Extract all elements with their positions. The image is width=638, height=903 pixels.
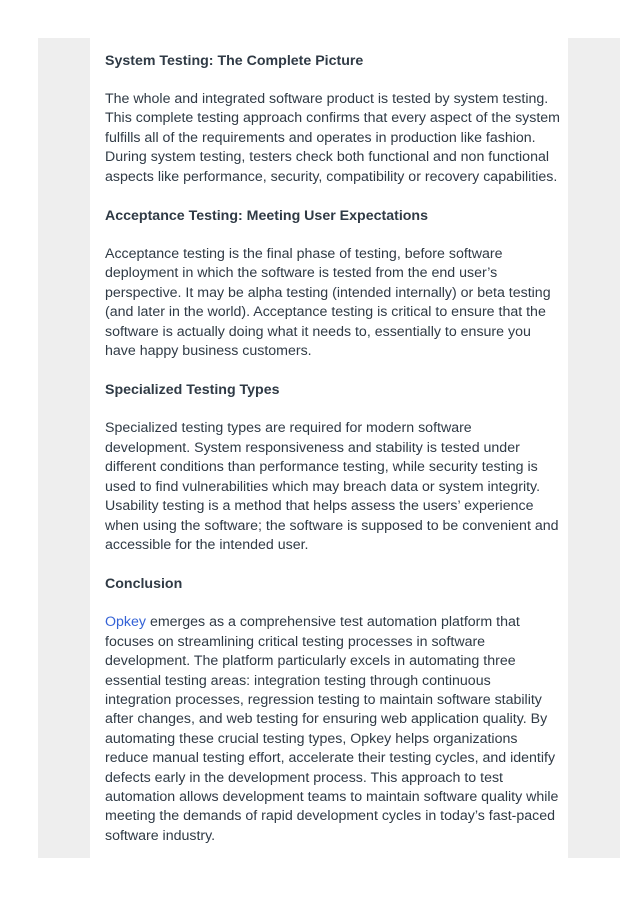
section-specialized-testing (105, 380, 560, 555)
section-paragraph: Specialized testing types are required for modern software development. System responsiveness and stability is tested under different conditions than performance testing, while security testing is used to find vulnerabilities which may breach data or system integrity. Usability testing is a method that helps assess the users’ experience when using the software; the software is supposed to be convenient and accessible for the intended user. (105, 420, 559, 553)
section-heading: System Testing: The Complete Picture (105, 53, 364, 69)
section-paragraph: Acceptance testing is the final phase of testing, before software deployment in which the software is tested from the end user’s perspective. It may be alpha testing (intended internally) or beta testing (and later in the world). Acceptance testing is critical to ensure that the software is actually doing what it needs to, essentially to ensure you have happy business customers. (105, 246, 551, 360)
left-margin-panel (38, 38, 90, 858)
section-heading: Specialized Testing Types (105, 382, 280, 399)
section-conclusion (105, 574, 560, 846)
right-margin-panel (568, 38, 620, 858)
section-heading: Acceptance Testing: Meeting User Expectations (105, 208, 428, 225)
section-paragraph: The whole and integrated software product is tested by system testing. This complete testing approach confirms that every aspect of the system fulfills all of the requirements and operates in production like fashion. During system testing, testers check both functional and non functional aspects like performance, security, compatibility or recovery capabilities. (105, 91, 560, 185)
conclusion-text: emerges as a comprehensive test automation platform that focuses on streamlining critical testing processes in software development. The platform particularly excels in automating three essential testing areas: integration testing through continuous integration processes, regression testing to maintain software stability after changes, and web testing for ensuring web application quality. By automating these crucial testing types, Opkey helps organizations reduce manual testing effort, accelerate their testing cycles, and identify defects early in the development process. This approach to test automation allows development teams to maintain software quality while meeting the demands of rapid development cycles in today’s fast-paced software industry. (105, 614, 559, 844)
section-system-testing (105, 51, 560, 187)
section-acceptance-testing (105, 206, 560, 361)
opkey-link[interactable]: Opkey (105, 614, 147, 631)
article-content (105, 51, 560, 865)
section-paragraph (105, 613, 560, 846)
section-heading: Conclusion (105, 576, 183, 593)
